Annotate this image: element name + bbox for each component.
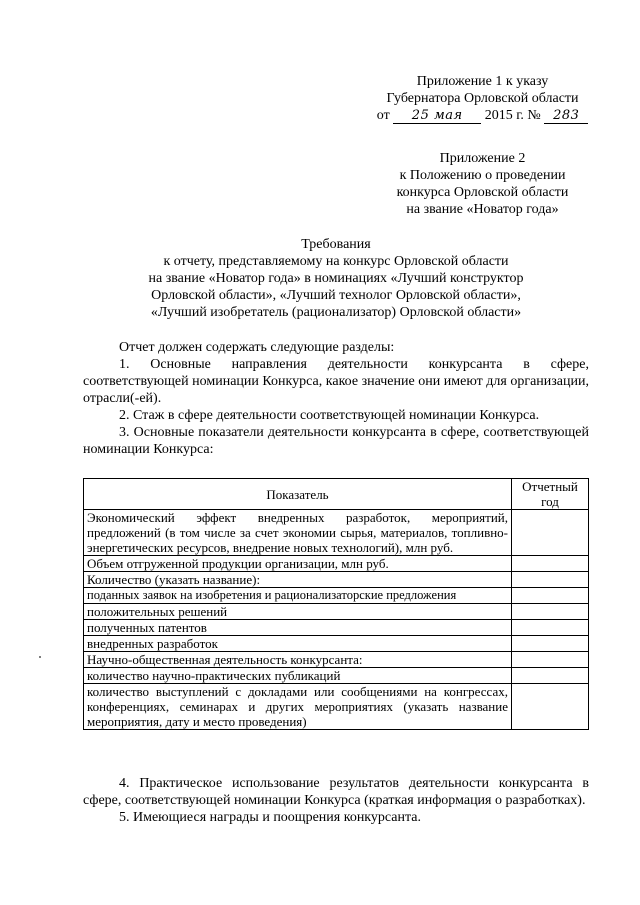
- row-value: [512, 652, 589, 668]
- handwritten-number: [544, 109, 588, 124]
- handwritten-date: [393, 109, 481, 124]
- row-label: Экономический эффект внедренных разработок, мероприятий, предложений (в том числе за счет экономии сырья, материалов, топливно-энергетических ресурсов, внедрение новых технологий), млн руб.: [84, 510, 512, 556]
- item-4-paragraph: 4. Практическое использование результатов деятельности конкурсанта в сфере, соответствующей номинации Конкурса (краткая информация о разработках).: [83, 776, 589, 808]
- row-label: Научно-общественная деятельность конкурсанта:: [84, 652, 512, 668]
- table-row: [84, 510, 589, 556]
- title-line2: к отчету, представляемому на конкурс Орловской области: [163, 254, 509, 269]
- row-label: Количество (указать название):: [84, 572, 512, 588]
- appendix-1-line1: Приложение 1 к указу: [416, 74, 549, 89]
- handwritten-number-text: 283: [553, 108, 580, 123]
- body-text: [83, 339, 589, 458]
- header-indicator: Показатель: [84, 479, 512, 510]
- row-label: поданных заявок на изобретения и рационализаторские предложения: [84, 588, 512, 604]
- date-prefix: от: [376, 108, 390, 123]
- item-3-paragraph: 3. Основные показатели деятельности конкурсанта в сфере, соответствующей номинации Конкурса:: [83, 425, 589, 457]
- title-line3: на звание «Новатор года» в номинациях «Лучший конструктор: [148, 271, 524, 286]
- table-row: [84, 636, 589, 652]
- document-title: [83, 236, 589, 321]
- row-value: [512, 684, 589, 730]
- appendix-2-line3: конкурса Орловской области: [396, 185, 569, 200]
- row-label: количество научно-практических публикаций: [84, 668, 512, 684]
- row-label: положительных решений: [84, 604, 512, 620]
- row-value: [512, 588, 589, 604]
- row-value: [512, 636, 589, 652]
- appendix-2-line2: к Положению о проведении: [399, 168, 566, 183]
- footer-text: [83, 775, 589, 826]
- table-row: [84, 604, 589, 620]
- scan-speck: [39, 656, 41, 658]
- table-row: [84, 588, 589, 604]
- item-5-paragraph: 5. Имеющиеся награды и поощрения конкурсанта.: [119, 810, 422, 825]
- intro-paragraph: Отчет должен содержать следующие разделы:: [119, 340, 395, 355]
- row-value: [512, 620, 589, 636]
- row-label: полученных патентов: [84, 620, 512, 636]
- appendix-1-header: [370, 73, 595, 124]
- row-label: внедренных разработок: [84, 636, 512, 652]
- item-2-paragraph: 2. Стаж в сфере деятельности соответствующей номинации Конкурса.: [119, 408, 540, 423]
- row-value: [512, 556, 589, 572]
- table-header-row: [84, 479, 589, 510]
- indicators-table: [83, 478, 589, 730]
- table-row: [84, 668, 589, 684]
- appendix-2-line1: Приложение 2: [439, 151, 526, 166]
- table-row: [84, 556, 589, 572]
- row-label: количество выступлений с докладами или сообщениями на конгрессах, конференциях, семинарах и других мероприятиях (указать название мероприятия, дату и место проведения): [84, 684, 512, 730]
- title-line1: Требования: [301, 237, 371, 252]
- year-and-number-label: 2015 г. №: [484, 108, 541, 123]
- row-value: [512, 510, 589, 556]
- table-row: [84, 620, 589, 636]
- appendix-1-date-line: [370, 107, 595, 124]
- title-line4: Орловской области», «Лучший технолог Орловской области»,: [151, 288, 521, 303]
- title-line5: «Лучший изобретатель (рационализатор) Орловской области»: [150, 305, 522, 320]
- item-1-paragraph: 1. Основные направления деятельности конкурсанта в сфере, соответствующей номинации Конкурса, какое значение они имеют для организации, отрасли(-ей).: [83, 357, 589, 406]
- header-reporting-year: Отчетный год: [512, 479, 589, 510]
- handwritten-date-text: 25 мая: [411, 108, 463, 123]
- appendix-1-line2: Губернатора Орловской области: [386, 91, 579, 106]
- row-value: [512, 572, 589, 588]
- table-row: [84, 572, 589, 588]
- row-label: Объем отгруженной продукции организации, млн руб.: [84, 556, 512, 572]
- row-value: [512, 604, 589, 620]
- table-row: [84, 684, 589, 730]
- table-row: [84, 652, 589, 668]
- row-value: [512, 668, 589, 684]
- appendix-2-header: [370, 150, 595, 218]
- appendix-2-line4: на звание «Новатор года»: [406, 202, 559, 217]
